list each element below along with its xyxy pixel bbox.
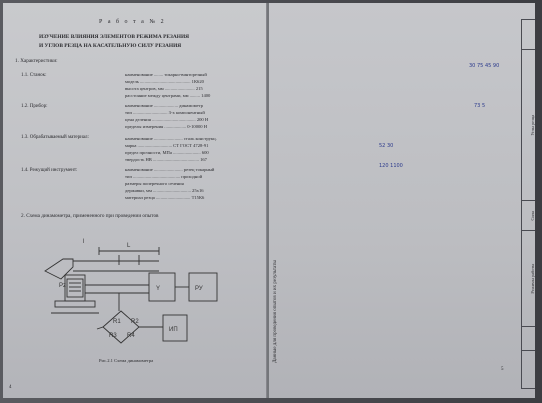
subsection-material: 1.3. Обрабатываемый материал:: [21, 135, 89, 140]
header-cell: [522, 327, 536, 350]
header-cell: [522, 350, 536, 388]
heading-line-2: И УГЛОВ РЕЗЦА НА КАСАТЕЛЬНУЮ СИЛУ РЕЗАНИЯ: [39, 43, 182, 49]
heading-line-1: ИЗУЧЕНИЕ ВЛИЯНИЯ ЭЛЕМЕНТОВ РЕЖИМА РЕЗАНИЯ: [39, 34, 190, 40]
spec-line: марка .............................. СТ ГОСТ 4728-91: [125, 143, 209, 148]
subsection-device: 1.2. Прибор:: [21, 104, 48, 109]
svg-text:R2: R2: [131, 319, 139, 325]
note: 30: [386, 143, 394, 149]
svg-text:Y: Y: [156, 286, 161, 292]
svg-text:l: l: [83, 239, 85, 245]
spec-line: предел прочности, МПа ........................ 600: [125, 150, 209, 155]
header-cell: Углы резца: [522, 50, 536, 201]
svg-text:Pz: Pz: [59, 283, 67, 289]
page-number: 4: [9, 385, 12, 390]
note: 30: [469, 63, 476, 69]
right-page: [269, 3, 535, 398]
spec-line: державки, мм ................................. 25x16: [125, 188, 204, 193]
page-number: 5: [501, 367, 504, 372]
note: 1100: [390, 163, 403, 169]
spec-line: наименование ........ токарно-винторезный: [125, 72, 207, 77]
handwritten-note: [469, 63, 499, 69]
spec-line: модель ............................................ 1К620: [125, 79, 204, 84]
note: 90: [492, 63, 500, 69]
dynamometer-diagram: [39, 231, 239, 353]
spec-line: твердость НВ ........................................ 167: [125, 157, 207, 162]
note: 45: [484, 63, 492, 69]
lab-title: Р а б о т а № 2: [99, 19, 166, 25]
svg-text:R3: R3: [109, 333, 117, 339]
handwritten-note: [474, 103, 485, 109]
figure-caption: Рис.2.1 Схема динамометра: [99, 358, 154, 363]
note: 52: [379, 143, 386, 149]
note: 73: [474, 103, 481, 109]
svg-text:R4: R4: [127, 333, 135, 339]
table-caption: Данные для проведения опытов и их результаты: [273, 260, 278, 363]
svg-text:РУ: РУ: [195, 286, 203, 292]
spec-line: высота центров, мм .......................... 215: [125, 86, 203, 91]
svg-text:L: L: [127, 243, 131, 249]
spec-line: материал резца .............................. Т15К6: [125, 195, 205, 200]
subsection-machine: 1.1. Станок:: [21, 73, 47, 78]
handwritten-note: [379, 143, 393, 149]
subsection-tool: 1.4. Режущий инструмент:: [21, 168, 78, 173]
spec-line: размеры поперечного сечения: [125, 181, 184, 186]
spec-line: наименование ......................... резец токарный: [125, 167, 215, 172]
header-cell: Режимы работы: [522, 231, 536, 327]
note: 5: [481, 103, 486, 109]
spec-line: тип ......................................... проходной: [125, 174, 203, 179]
handwritten-note: [379, 163, 403, 169]
section-2-title: 2. Схема динамометра, примененного при проведении опытов: [21, 213, 159, 219]
spec-line: расстояние между центрами, мм ......... 1400: [125, 93, 211, 98]
spec-line: тип .............................. 3-х компонентный: [125, 110, 205, 115]
spec-line: наименование ..................... динамометр: [125, 103, 203, 108]
results-table-rotated: [521, 19, 535, 389]
spec-line: пределы измерения ................... 0-10000 Н: [125, 124, 208, 129]
section-1-title: 1. Характеристики:: [15, 58, 58, 64]
header-cell: Сила: [522, 201, 536, 231]
note: 75: [476, 63, 484, 69]
svg-text:R1: R1: [113, 319, 121, 325]
note: 120: [379, 163, 389, 169]
left-page: [3, 3, 267, 398]
svg-text:ИП: ИП: [169, 327, 178, 333]
spec-line: цена деления ...................................... 200 Н: [125, 117, 209, 122]
results-table: [521, 19, 535, 389]
header-cell: [522, 20, 536, 50]
spec-line: наименование ......................... сталь конструкц.: [125, 136, 217, 141]
